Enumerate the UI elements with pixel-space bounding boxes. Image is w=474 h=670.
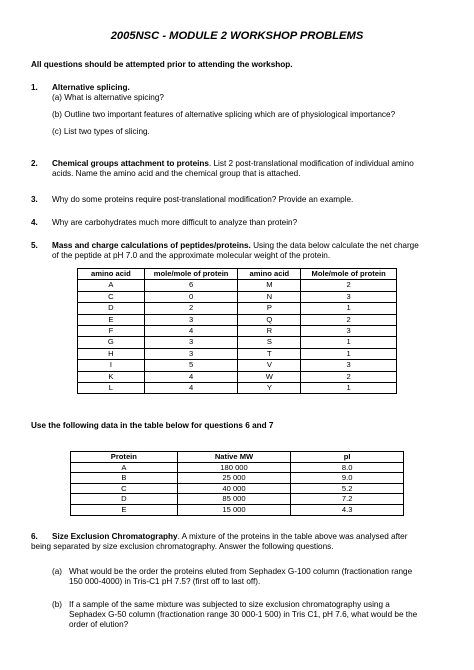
table-cell: D — [71, 494, 178, 505]
table-cell: 5 — [144, 360, 238, 371]
table-cell: P — [238, 303, 301, 314]
table-cell: C — [71, 483, 178, 494]
table-row — [71, 473, 404, 484]
table-cell: 3 — [301, 326, 397, 337]
table-cell: Y — [238, 383, 301, 394]
table-cell: 7.2 — [291, 494, 404, 505]
table-cell: 6 — [144, 280, 238, 291]
table-cell: 3 — [144, 337, 238, 348]
table-row — [71, 494, 404, 505]
question-6 — [31, 532, 445, 552]
table-cell: 15 000 — [177, 504, 291, 515]
table-cell: Q — [238, 314, 301, 325]
subquestion-label: (b) — [52, 600, 63, 609]
question-1 — [31, 83, 445, 137]
question-number: 1. — [31, 83, 38, 92]
table-row — [78, 337, 397, 348]
question-3 — [31, 195, 445, 205]
table-cell: V — [238, 360, 301, 371]
question-heading: Size Exclusion Chromatography — [52, 532, 178, 541]
question-heading: Chemical groups attachment to proteins — [52, 159, 209, 168]
question-4 — [31, 218, 445, 228]
table-row — [71, 483, 404, 494]
table-row — [78, 371, 397, 382]
question-text: Why are carbohydrates much more difficult to analyze than protein? — [52, 218, 298, 227]
table-header-row — [78, 269, 397, 280]
table-cell: A — [78, 280, 145, 291]
question-number: 6. — [31, 532, 38, 541]
subquestion-text: If a sample of the same mixture was subjected to size exclusion chromatography using a — [69, 600, 390, 609]
table-instruction: Use the following data in the table below for questions 6 and 7 — [31, 421, 274, 430]
table-cell: 3 — [301, 360, 397, 371]
table-row — [78, 348, 397, 359]
question-1b: (b) Outline two important features of alternative splicing which are of physiological importance? — [52, 110, 396, 119]
table-cell: 1 — [301, 337, 397, 348]
column-header: Protein — [71, 452, 178, 463]
table-cell: 4 — [144, 371, 238, 382]
question-number: 5. — [31, 241, 38, 250]
column-header: pI — [291, 452, 404, 463]
table-cell: D — [78, 303, 145, 314]
question-5 — [31, 241, 445, 261]
table-cell: 3 — [301, 291, 397, 302]
table-cell: B — [71, 473, 178, 484]
table-cell: 2 — [301, 371, 397, 382]
intro-instruction: All questions should be attempted prior to attending the workshop. — [31, 60, 293, 69]
question-text: acids. Name the amino acid and the chemical group that is attached. — [52, 169, 301, 178]
subquestion-text: Sephadex G-50 column (fractionation range 30 000-1 500) in Tris C1, pH 7.6, what would be the — [69, 610, 418, 619]
table-cell: R — [238, 326, 301, 337]
table-cell: H — [78, 348, 145, 359]
table-row — [78, 291, 397, 302]
question-text: Using the data below calculate the net charge — [250, 241, 419, 250]
amino-acid-table — [77, 268, 397, 394]
question-1a: (a) What is alternative spicing? — [52, 93, 164, 102]
table-cell: T — [238, 348, 301, 359]
subquestion-label: (a) — [52, 567, 63, 576]
table-cell: M — [238, 280, 301, 291]
table-cell: G — [78, 337, 145, 348]
column-header: amino acid — [238, 269, 301, 280]
question-6a — [52, 567, 444, 587]
table-row — [78, 314, 397, 325]
table-cell: 2 — [144, 303, 238, 314]
table-cell: S — [238, 337, 301, 348]
table-cell: 8.0 — [291, 462, 404, 473]
table-cell: E — [71, 504, 178, 515]
question-text: Why do some proteins require post-translational modification? Provide an example. — [52, 195, 354, 204]
column-header: Mole/mole of protein — [301, 269, 397, 280]
table-cell: L — [78, 383, 145, 394]
protein-table — [70, 451, 404, 516]
table-cell: W — [238, 371, 301, 382]
table-row — [78, 383, 397, 394]
table-row — [78, 280, 397, 291]
question-heading: Alternative splicing. — [52, 83, 130, 92]
question-text: of the peptide at pH 7.0 and the approximate molecular weight of the protein. — [52, 251, 331, 260]
question-text: . A mixture of the proteins in the table above was analysed after — [177, 532, 408, 541]
question-number: 2. — [31, 159, 38, 168]
table-cell: N — [238, 291, 301, 302]
question-text: . List 2 post-translational modification of individual amino — [208, 159, 414, 168]
table-cell: I — [78, 360, 145, 371]
question-2 — [31, 159, 445, 179]
table-cell: 2 — [301, 314, 397, 325]
table-cell: 1 — [301, 348, 397, 359]
table-cell: 4 — [144, 326, 238, 337]
table-header-row — [71, 452, 404, 463]
table-cell: 1 — [301, 383, 397, 394]
table-row — [78, 326, 397, 337]
page-title: 2005NSC - MODULE 2 WORKSHOP PROBLEMS — [110, 30, 364, 42]
table-cell: 0 — [144, 291, 238, 302]
question-number: 4. — [31, 218, 38, 227]
table-cell: 85 000 — [177, 494, 291, 505]
question-heading: Mass and charge calculations of peptides/proteins. — [52, 241, 251, 250]
table-cell: 4 — [144, 383, 238, 394]
table-row — [71, 504, 404, 515]
table-row — [71, 462, 404, 473]
column-header: Native MW — [177, 452, 291, 463]
table-row — [78, 303, 397, 314]
table-cell: 1 — [301, 303, 397, 314]
subquestion-text: 150 000-4000) in Tris-C1 pH 7.5? (first off to last off). — [69, 577, 261, 586]
question-text: being separated by size exclusion chromatography. Answer the following questions. — [31, 542, 334, 551]
subquestion-text: What would be the order the proteins eluted from Sephadex G-100 column (fractionation range — [69, 567, 413, 576]
column-header: mole/mole of protein — [144, 269, 238, 280]
table-cell: C — [78, 291, 145, 302]
table-cell: 5.2 — [291, 483, 404, 494]
table-cell: 9.0 — [291, 473, 404, 484]
table-cell: F — [78, 326, 145, 337]
table-cell: 25 000 — [177, 473, 291, 484]
subquestion-text: order of elution? — [69, 620, 129, 629]
table-cell: 3 — [144, 348, 238, 359]
table-cell: 180 000 — [177, 462, 291, 473]
column-header: amino acid — [78, 269, 145, 280]
question-number: 3. — [31, 195, 38, 204]
question-6b — [52, 600, 444, 630]
table-cell: 2 — [301, 280, 397, 291]
table-cell: 40 000 — [177, 483, 291, 494]
question-1c: (c) List two types of slicing. — [52, 127, 150, 136]
table-cell: K — [78, 371, 145, 382]
table-cell: 4.3 — [291, 504, 404, 515]
table-cell: A — [71, 462, 178, 473]
table-cell: E — [78, 314, 145, 325]
table-cell: 3 — [144, 314, 238, 325]
table-row — [78, 360, 397, 371]
